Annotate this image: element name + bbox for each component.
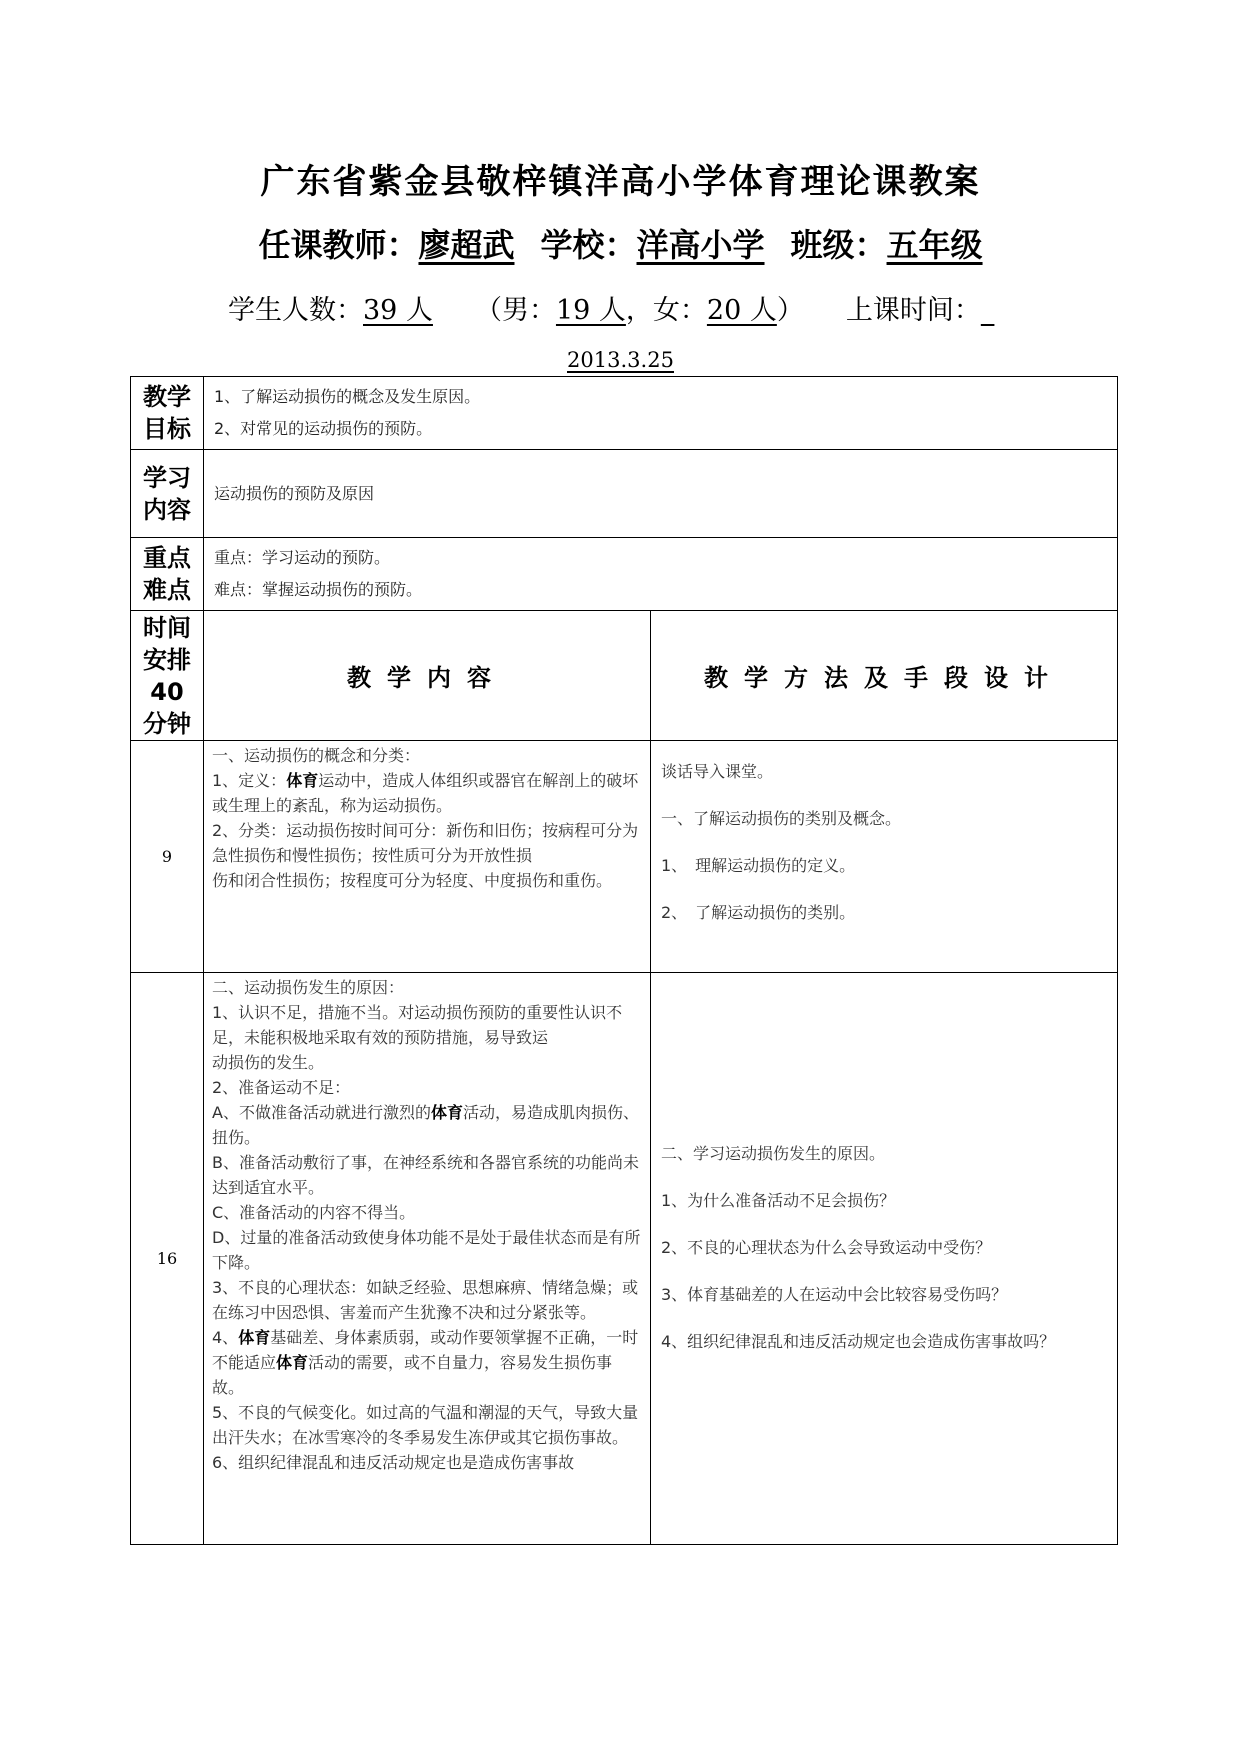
class-time-label: 上课时间： [845,295,981,326]
objectives-label [131,377,204,450]
teacher-info-line [0,224,1241,266]
content-paragraph: 3、不良的心理状态：如缺乏经验、思想麻痹、情绪急燥；或在练习中因恐惧、害羞而产生犹豫不决和过分紧张等。 [212,1278,639,1322]
student-count-label: 学生人数： [228,295,363,326]
method-item: 一、了解运动损伤的类别及概念。 [661,809,902,828]
keypoints-label-line2: 难点 [143,576,191,604]
section-methods [651,741,1118,973]
objective-item: 1、了解运动损伤的概念及发生原因。 [214,387,481,406]
content-paragraph: 5、不良的气候变化。如过高的气温和潮湿的天气，导致大量出汗失水；在冰雪寒冷的冬季易发生冻伊或其它损伤事故。 [212,1403,639,1447]
teacher-name: 廖超武 [418,226,515,264]
lesson-plan-table [130,376,1118,1545]
time-allocation-label [131,611,204,741]
class-name: 五年级 [886,226,983,264]
school-label: 学校： [540,226,637,264]
method-item: 1、为什么准备活动不足会损伤？ [661,1191,896,1210]
content-text: 运动损伤的预防及原因 [204,450,1118,538]
content-paragraph: 1、定义：体育运动中，造成人体组织或器官在解剖上的破坏或生理上的紊乱，称为运动损伤。 [212,771,639,815]
keyword-emphasis: 体育 [276,1353,309,1372]
class-time-blank: _ [980,295,995,326]
objectives-label-line1: 教学 [143,383,191,411]
content-paragraph: D、过量的准备活动致使身体功能不是处于最佳状态而是有所下降。 [212,1228,641,1272]
keypoints-row [131,538,1118,611]
gender-open: （男： [474,295,556,326]
section-content [204,741,651,973]
method-item: 2、不良的心理状态为什么会导致运动中受伤？ [661,1238,992,1257]
class-label: 班级： [790,226,887,264]
header-row [131,611,1118,741]
keyword-emphasis: 体育 [286,771,319,790]
keypoints-text [204,538,1118,611]
objective-item: 2、对常见的运动损伤的预防。 [214,419,433,438]
method-item: 3、体育基础差的人在运动中会比较容易受伤吗？ [661,1285,1008,1304]
objectives-text [204,377,1118,450]
section-time: 9 [131,741,204,973]
class-date-value: 2013.3.25 [567,348,674,372]
keypoint-item: 重点：学习运动的预防。 [214,548,391,567]
method-item: 4、组织纪律混乱和违反活动规定也会造成伤害事故吗？ [661,1332,1056,1351]
content-paragraph: A、不做准备活动就进行激烈的体育活动，易造成肌肉损伤、扭伤。 [212,1103,639,1147]
section-content [204,973,651,1545]
method-column-header: 教学方法及手段设计 [651,611,1118,741]
method-item: 谈话导入课堂。 [661,762,774,781]
female-label: ，女： [625,295,707,326]
section-time: 16 [131,973,204,1545]
keypoints-label [131,538,204,611]
student-count-value: 39 人 [363,295,433,326]
document-title: 广东省紫金县敬梓镇洋高小学体育理论课教案 [260,162,981,202]
time-label-line: 时间 [143,613,191,642]
method-item: 二、学习运动损伤发生的原因。 [661,1144,886,1163]
method-item: 1、 理解运动损伤的定义。 [661,856,856,875]
objectives-label-line2: 目标 [143,415,191,443]
section-row-2 [131,973,1118,1545]
teacher-label: 任课教师： [258,226,419,264]
time-label-line: 分钟 [143,709,191,738]
content-paragraph: 4、体育基础差、身体素质弱，或动作要领掌握不正确，一时不能适应体育活动的需要，或不自量力，容易发生损伤事故。 [212,1328,639,1397]
method-item: 2、 了解运动损伤的类别。 [661,903,856,922]
class-date [0,346,1241,374]
time-label-line: 安排 [143,645,191,674]
section-row-1 [131,741,1118,973]
content-paragraph: B、准备活动敷衍了事，在神经系统和各器官系统的功能尚未达到适宜水平。 [212,1153,639,1197]
keypoint-item: 难点：掌握运动损伤的预防。 [214,580,423,599]
content-paragraph: C、准备活动的内容不得当。 [212,1203,416,1222]
content-paragraph: 2、准备运动不足： [212,1078,351,1097]
content-paragraph: 6、组织纪律混乱和违反活动规定也是造成伤害事故 [212,1453,575,1472]
objectives-row [131,377,1118,450]
content-paragraph: 伤和闭合性损伤；按程度可分为轻度、中度损伤和重伤。 [212,871,613,890]
content-paragraph: 二、运动损伤发生的原因： [212,978,405,997]
keypoints-label-line1: 重点 [143,544,191,572]
male-count: 19 人 [555,295,626,326]
content-label [131,450,204,538]
content-paragraph: 动损伤的发生。 [212,1053,325,1072]
keyword-emphasis: 体育 [238,1328,271,1347]
keyword-emphasis: 体育 [430,1103,463,1122]
content-column-header: 教学内容 [204,611,651,741]
content-label-line1: 学习 [143,463,191,492]
content-paragraph: 1、认识不足，措施不当。对运动损伤预防的重要性认识不足，未能积极地采取有效的预防措施，易导致运 [212,1003,623,1047]
content-label-line2: 内容 [143,495,191,524]
gender-close: ） [776,295,804,326]
content-paragraph: 2、分类：运动损伤按时间可分：新伤和旧伤；按病程可分为急性损伤和慢性损伤；按性质可分为开放性损 [212,821,639,865]
content-paragraph: 一、运动损伤的概念和分类： [212,746,421,765]
section-methods [651,973,1118,1545]
content-row [131,450,1118,538]
school-name: 洋高小学 [636,226,765,264]
female-count: 20 人 [706,295,777,326]
time-label-line: 40 [150,677,184,706]
student-info-line [228,292,994,330]
